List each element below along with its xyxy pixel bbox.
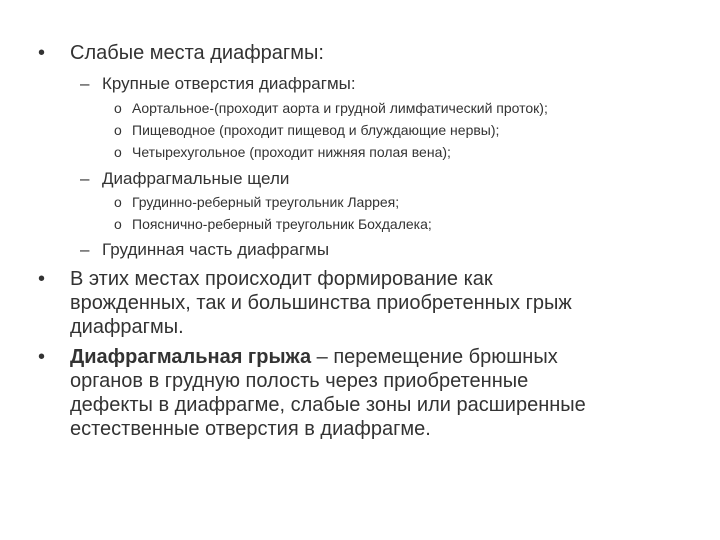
bullet-dot: • — [38, 42, 46, 64]
paragraph-formation-line-2: врожденных, так и большинства приобретенных грыж — [70, 292, 572, 314]
paragraph-formation-line-1: В этих местах происходит формирование как — [70, 268, 493, 290]
list-item-aortic: Аортальное-(проходит аорта и грудной лимфатический проток); — [132, 100, 548, 116]
bullet-circle: o — [114, 100, 122, 116]
paragraph-hernia-line-4: естественные отверстия в диафрагме. — [70, 418, 431, 440]
subheading-diaphragm-gaps: Диафрагмальные щели — [102, 169, 290, 188]
bullet-dash: – — [80, 74, 90, 93]
bullet-circle: o — [114, 216, 122, 232]
bullet-circle: o — [114, 122, 122, 138]
paragraph-formation-line-3: диафрагмы. — [70, 316, 184, 338]
list-item-esophageal: Пищеводное (проходит пищевод и блуждающие нервы); — [132, 122, 500, 138]
bullet-circle: o — [114, 144, 122, 160]
subheading-sternal-part: Грудинная часть диафрагмы — [102, 240, 330, 259]
bullet-dot: • — [38, 268, 46, 290]
heading-weak-spots: Слабые места диафрагмы: — [70, 42, 324, 64]
bullet-circle: o — [114, 194, 122, 210]
list-item-larrey-triangle: Грудинно-реберный треугольник Ларрея; — [132, 194, 400, 210]
bullet-dash: – — [80, 169, 90, 188]
paragraph-hernia-line-3: дефекты в диафрагме, слабые зоны или расширенные — [70, 394, 586, 416]
subheading-large-openings: Крупные отверстия диафрагмы: — [102, 74, 356, 93]
bullet-dot: • — [38, 346, 46, 368]
term-diaphragmatic-hernia: Диафрагмальная грыжа — [70, 346, 312, 368]
paragraph-hernia-line-2: органов в грудную полость через приобретенные — [70, 370, 529, 392]
definition-start: – перемещение брюшных — [311, 346, 558, 368]
bullet-dash: – — [80, 240, 90, 259]
list-item-bochdalek-triangle: Пояснично-реберный треугольник Бохдалека; — [132, 216, 432, 232]
list-item-quadrangular: Четырехугольное (проходит нижняя полая вена); — [132, 144, 451, 160]
paragraph-hernia-line-1 — [70, 345, 558, 369]
